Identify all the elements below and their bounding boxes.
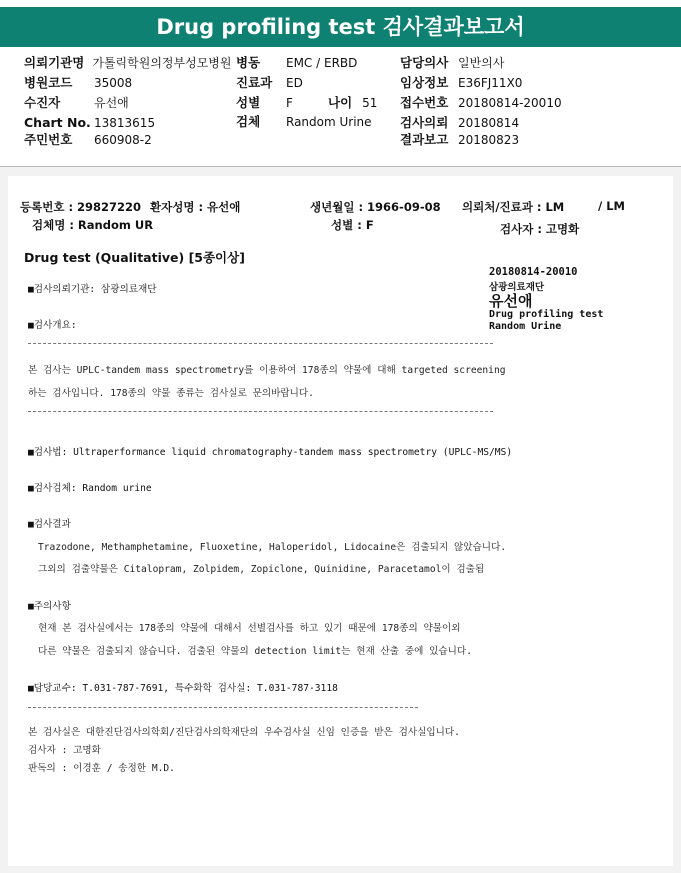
info-value: E36FJ11X0: [458, 76, 523, 90]
info-label: 임상정보: [400, 75, 449, 90]
info-hospital: [24, 55, 231, 71]
info-label: 병동: [236, 55, 261, 70]
label-lab-name: 삼광의료재단: [489, 282, 545, 293]
report-caution-heading: ■주의사항: [28, 601, 71, 612]
info-hospital-code: [24, 75, 133, 91]
report-reader: 판독의 : 이경훈 / 송정한 M.D.: [28, 763, 175, 774]
report-institution: ■검사의뢰기관: 삼광의료재단: [28, 284, 157, 295]
report-title: Drug profiling test 검사결과보고서: [0, 7, 681, 47]
info-ward: [236, 55, 358, 71]
divider: [28, 707, 418, 708]
report-header-panel: [0, 0, 681, 167]
report-heading: Drug test (Qualitative) [5종이상]: [24, 250, 245, 265]
info-label: 수진자: [24, 95, 61, 110]
report-specimen-line: ■검사검체: Random urine: [28, 483, 152, 494]
report-birthdate: 생년월일 : 1966-09-08: [310, 200, 441, 214]
info-label: Chart No.: [24, 115, 91, 130]
info-patient: [24, 95, 129, 111]
report-description-2: 하는 검사입니다. 178종의 약물 종류는 검사실로 문의바랍니다.: [28, 388, 314, 399]
info-value: 20180814: [458, 116, 520, 130]
info-resident-no: [24, 132, 152, 148]
info-request-date: [400, 115, 520, 131]
info-label: 검체: [236, 114, 261, 129]
report-result-1: Trazodone, Methamphetamine, Fluoxetine, Haloperidol, Lidocaine은 검출되지 않았습니다.: [38, 542, 507, 553]
report-contact: ■담당교수: T.031-787-7691, 특수화학 검사실: T.031-787-3118: [28, 683, 338, 694]
report-result-2: 그외의 검출약물은 Citalopram, Zolpidem, Zopiclone, Quinidine, Paracetamol이 검출됨: [38, 564, 485, 575]
info-label: 검사의뢰: [400, 115, 449, 130]
report-tester-footer: 검사자 : 고명화: [28, 745, 101, 756]
report-tester: 검사자 : 고명화: [500, 222, 580, 236]
report-specimen: 검체명 : Random UR: [32, 218, 154, 232]
info-value: 가톨릭학원의정부성모병원: [92, 56, 232, 70]
report-department-2: / LM: [598, 199, 625, 213]
info-value: F: [286, 96, 293, 110]
label-test-name: Drug profiling test: [489, 309, 604, 320]
report-caution-1: 현재 본 검사실에서는 178종의 약물에 대해서 선별검사를 하고 있기 때문에 178종의 약물이외: [38, 623, 461, 634]
label-specimen: Random Urine: [489, 321, 562, 332]
divider: [28, 343, 493, 344]
info-label: 결과보고: [400, 132, 449, 147]
info-value: Random Urine: [286, 115, 372, 129]
info-value: 660908-2: [94, 133, 152, 147]
divider: [28, 411, 493, 412]
report-method: ■검사법: Ultraperformance liquid chromatography-tandem mass spectrometry (UPLC-MS/MS): [28, 447, 513, 458]
info-specimen: [236, 114, 372, 130]
info-chart-no: [24, 115, 156, 131]
info-value: 20180823: [458, 133, 520, 147]
info-value: 일반의사: [458, 56, 505, 70]
label-patient-name: 유선애: [489, 292, 533, 310]
info-value: 유선애: [94, 96, 129, 110]
report-sex: 성별 : F: [331, 218, 374, 232]
report-description-1: 본 검사는 UPLC-tandem mass spectrometry를 이용하여 178종의 약물에 대해 targeted screening: [28, 365, 506, 376]
info-value: 51: [362, 96, 378, 110]
report-reg-no: 등록번호 : 29827220: [20, 200, 142, 214]
info-value: 35008: [94, 76, 133, 90]
report-certification: 본 검사실은 대한진단검사의학회/진단검사의학재단의 우수검사실 신임 인증을 받은 검사실입니다.: [28, 727, 460, 738]
info-value: 20180814-20010: [458, 96, 562, 110]
info-label: 의뢰기관명: [24, 55, 85, 70]
report-caution-2: 다른 약물은 검출되지 않습니다. 검출된 약물의 detection limit는 현재 산출 중에 있습니다.: [38, 646, 472, 657]
info-value: ED: [286, 76, 303, 90]
info-label: 접수번호: [400, 95, 449, 110]
info-sex: [236, 95, 293, 111]
info-label: 병원코드: [24, 75, 73, 90]
info-label: 나이: [328, 95, 353, 110]
info-label: 담당의사: [400, 55, 449, 70]
info-receipt-no: [400, 95, 562, 111]
info-label: 주민번호: [24, 132, 73, 147]
info-doctor: [400, 55, 505, 71]
info-value: EMC / ERBD: [286, 56, 358, 70]
info-age: [328, 95, 377, 111]
report-patient-name: 환자성명 : 유선애: [150, 200, 241, 214]
report-result-heading: ■검사결과: [28, 519, 71, 530]
report-department: 의뢰처/진료과 : LM: [462, 200, 565, 214]
info-department: [236, 75, 303, 91]
info-report-date: [400, 132, 520, 148]
label-receipt-no: 20180814-20010: [489, 266, 578, 278]
info-value: 13813615: [94, 116, 156, 130]
info-label: 성별: [236, 95, 261, 110]
report-overview-heading: ■검사개요:: [28, 320, 77, 331]
info-label: 진료과: [236, 75, 273, 90]
specimen-label: [481, 259, 627, 333]
info-clinical: [400, 75, 523, 91]
